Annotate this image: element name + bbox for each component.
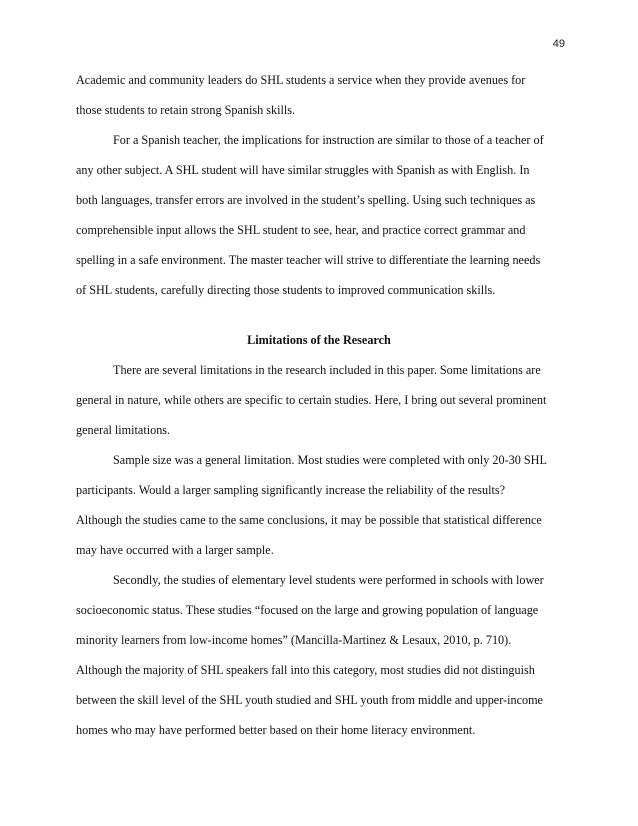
body-line: Secondly, the studies of elementary level students were performed in schools with lower <box>113 573 544 587</box>
body-line: comprehensible input allows the SHL student to see, hear, and practice correct grammar and <box>76 223 526 237</box>
body-line: both languages, transfer errors are involved in the student’s spelling. Using such techniques as <box>76 193 536 207</box>
body-line: Academic and community leaders do SHL students a service when they provide avenues for <box>76 73 526 87</box>
body-line: Although the studies came to the same conclusions, it may be possible that statistical difference <box>76 513 542 527</box>
body-line: Sample size was a general limitation. Most studies were completed with only 20-30 SHL <box>113 453 547 467</box>
body-line: between the skill level of the SHL youth studied and SHL youth from middle and upper-income <box>76 693 543 707</box>
body-line: any other subject. A SHL student will have similar struggles with Spanish as with English. In <box>76 163 530 177</box>
body-line: There are several limitations in the research included in this paper. Some limitations are <box>113 363 541 377</box>
body-line: general in nature, while others are specific to certain studies. Here, I bring out several prominent <box>76 393 547 407</box>
body-line: For a Spanish teacher, the implications for instruction are similar to those of a teacher of <box>113 133 544 147</box>
body-line: those students to retain strong Spanish skills. <box>76 103 296 117</box>
body-line: minority learners from low-income homes” (Mancilla-Martinez & Lesaux, 2010, p. 710). <box>76 633 512 647</box>
body-line: participants. Would a larger sampling significantly increase the reliability of the results? <box>76 483 506 497</box>
body-line: of SHL students, carefully directing those students to improved communication skills. <box>76 283 496 297</box>
body-line: spelling in a safe environment. The master teacher will strive to differentiate the learning needs <box>76 253 541 267</box>
page-number: 49 <box>552 38 565 50</box>
body-line: Although the majority of SHL speakers fall into this category, most studies did not distinguish <box>76 663 535 677</box>
body-line: socioeconomic status. These studies “focused on the large and growing population of language <box>76 603 539 617</box>
body-line: general limitations. <box>76 423 171 437</box>
section-heading: Limitations of the Research <box>247 333 391 347</box>
body-line: may have occurred with a larger sample. <box>76 543 274 557</box>
body-line: homes who may have performed better based on their home literacy environment. <box>76 723 476 737</box>
